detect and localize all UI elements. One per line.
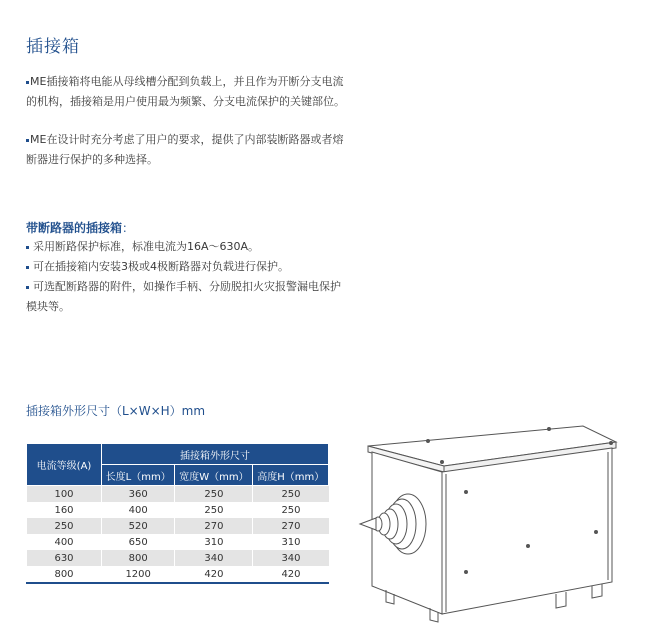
intro-paragraph-1 (26, 72, 346, 112)
header-length: 长度L（mm） (102, 465, 175, 486)
page-title: 插接箱 (26, 37, 80, 57)
header-size-group: 插接箱外形尺寸 (102, 444, 329, 465)
intro-paragraph-2 (26, 130, 346, 170)
bullet-dot-icon (26, 286, 29, 289)
list-item: 可选配断路器的附件，如操作手柄、分励脱扣火灾报警漏电保护模块等。 (26, 280, 341, 313)
table-row: 160 400 250 250 (27, 502, 329, 518)
breaker-section-colon: ： (122, 221, 135, 235)
intro-text-1: ME插接箱将电能从母线槽分配到负载上，并且作为开断分支电流的机构，插接箱是用户使用最为频繁、分支电流保护的关键部位。 (26, 75, 345, 108)
plug-in-box-drawing (346, 414, 636, 626)
breaker-feature-list (26, 237, 346, 317)
bullet-dot-icon (26, 246, 29, 249)
bullet-square-icon (26, 139, 29, 142)
table-row: 250 520 270 270 (27, 518, 329, 534)
bullet-square-icon (26, 81, 29, 84)
table-row: 630 800 340 340 (27, 550, 329, 566)
table-row: 100 360 250 250 (27, 486, 329, 503)
list-item: 可在插接箱内安装3极或4极断路器对负载进行保护。 (26, 257, 346, 277)
list-item: 采用断路保护标准，标准电流为16A～630A。 (26, 237, 346, 257)
dimensions-title: 插接箱外形尺寸（L×W×H）mm (26, 404, 206, 418)
table-row: 400 650 310 310 (27, 534, 329, 550)
header-height: 高度H（mm） (253, 465, 329, 486)
header-width: 宽度W（mm） (175, 465, 253, 486)
intro-text-2: ME在设计时充分考虑了用户的要求，提供了内部装断路器或者熔断器进行保护的多种选择。 (26, 133, 344, 166)
breaker-section-title-text: 带断路器的插接箱 (26, 221, 123, 235)
table-row: 800 1200 420 420 (27, 566, 329, 583)
bullet-dot-icon (26, 266, 29, 269)
header-rating: 电流等级(A) (27, 444, 102, 486)
breaker-section-title (26, 219, 134, 236)
dimensions-table (26, 443, 329, 584)
